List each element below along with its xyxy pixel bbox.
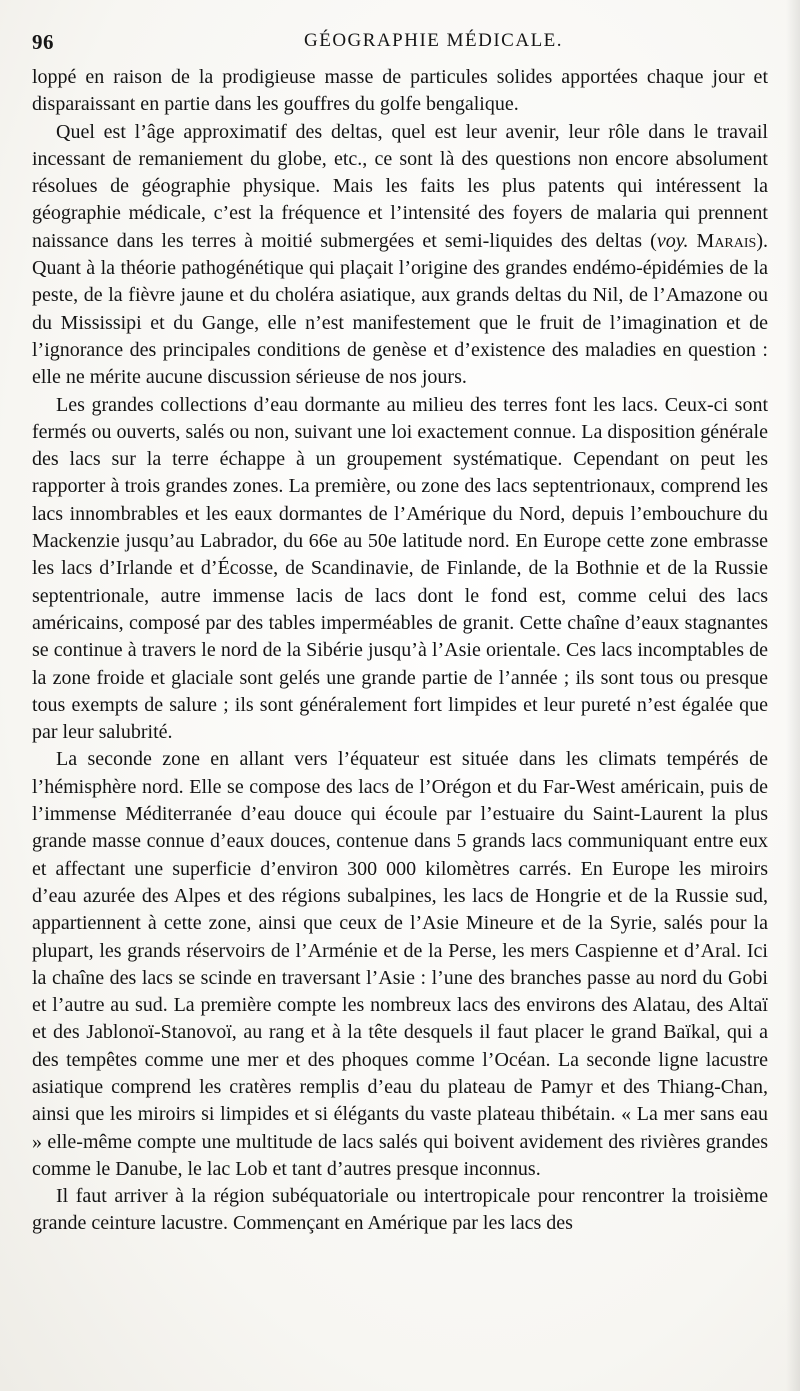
paragraph-text: ). Quant à la théorie pathogénétique qui plaçait l’origine des grandes endémo-épidémies de la peste, de la fièvre jaune et du choléra asiatique, aux grands deltas du Nil, de l’Amazone ou du Mississipi et du Gange, elle n’est manifestement que le fruit de l’imagination et de l’ignorance des principales conditions de genèse et d’existence des maladies en question : elle ne mérite aucune discussion sérieuse de nos jours. [32,229,768,389]
paragraph-second-zone: La seconde zone en allant vers l’équateur est située dans les climats tempérés de l’hémisphère nord. Elle se compose des lacs de l’Orégon et du Far-West américain, puis de l’immense Méditerranée d’eau douce qui écoule par l’estuaire du Saint-Laurent la plus grande masse connue d’eaux douces, contenue dans 5 grands lacs communiquant entre eux et affectant une superficie d’environ 300 000 kilomètres carrés. En Europe les miroirs d’eau azurée des Alpes et des régions subalpines, les lacs de Hongrie et de la Russie sud, appartiennent à cette zone, ainsi que ceux de l’Asie Mineure et de la Syrie, salés pour la plupart, les grands réservoirs de l’Arménie et de la Perse, les mers Caspienne et d’Aral. Ici la chaîne des lacs se scinde en traversant l’Asie : l’une des branches passe au nord du Gobi et l’autre au sud. La première compte les nombreux lacs des environs des Alatau, des Altaï et des Jablonoï-Stanovoï, au rang et à la tête desquels il faut placer le grand Baïkal, qui a des tempêtes comme une mer et des phoques comme l’Océan. La seconde ligne lacustre asiatique comprend les cratères remplis d’eau du plateau de Pamyr et des Thiang-Chan, ainsi que les miroirs si limpides et si élégants du vaste plateau thibétain. « La mer sans eau » elle-même compte une multitude de lacs salés qui boivent avidement des rivières grandes comme le Danube, le lac Lob et tant d’autres presque inconnus. [32,748,768,1180]
page-number: 96 [32,30,54,54]
paragraph-continuation: loppé en raison de la prodigieuse masse de particules solides apportées chaque jour et disparaissant en partie dans les gouffres du golfe bengalique. [32,66,768,116]
paragraph-third-zone: Il faut arriver à la région subéquatoriale ou intertropicale pour rencontrer la troisième grande ceinture lacustre. Commençant en Amérique par les lacs des [32,1185,768,1235]
cross-reference-voy: voy. [656,229,689,252]
cross-reference-marais: Marais [696,229,757,252]
paragraph-lakes-intro: Les grandes collections d’eau dormante au milieu des terres font les lacs. Ceux-ci sont fermés ou ouverts, salés ou non, suivant une loi exactement connue. La disposition générale des lacs sur la terre échappe à un groupement systématique. Cependant on peut les rapporter à trois grandes zones. La première, ou zone des lacs septentrionaux, comprend les lacs innombrables et les eaux dormantes de l’Amérique du Nord, depuis l’embouchure du Mackenzie jusqu’au Labrador, du 66e au 50e latitude nord. En Europe cette zone embrasse les lacs d’Irlande et d’Écosse, de Scandinavie, de Finlande, de la Bothnie et de la Russie septentrionale, autre immense lacis de lacs dont le fond est, comme celui des lacs américains, composé par des tables imperméables de granit. Cette chaîne d’eaux stagnantes se continue à travers le nord de la Sibérie jusqu’à l’Asie orientale. Ces lacs incomptables de la zone froide et glaciale sont gelés une grande partie de l’année ; ils sont tous ou presque tous exempts de salure ; ils sont généralement fort limpides et leur pureté n’est égalée que par leur salubrité. [32,393,768,744]
page-edge-shadow [786,0,800,1391]
page-header [32,30,770,60]
body-text [32,64,768,1238]
running-title: GÉOGRAPHIE MÉDICALE. [304,30,564,51]
paragraph-text: Quel est l’âge approximatif des deltas, quel est leur avenir, leur rôle dans le travail incessant de remaniement du globe, etc., ce sont là des questions non encore absolument résolues de géographie physique. Mais les faits les plus patents qui intéressent la géographie médicale, c’est la fréquence et l’intensité des foyers de malaria qui prennent naissance dans les terres à moitié submergées et semi-liquides des deltas ( [32,120,768,252]
space [688,230,696,252]
paragraph-deltas [32,119,768,392]
